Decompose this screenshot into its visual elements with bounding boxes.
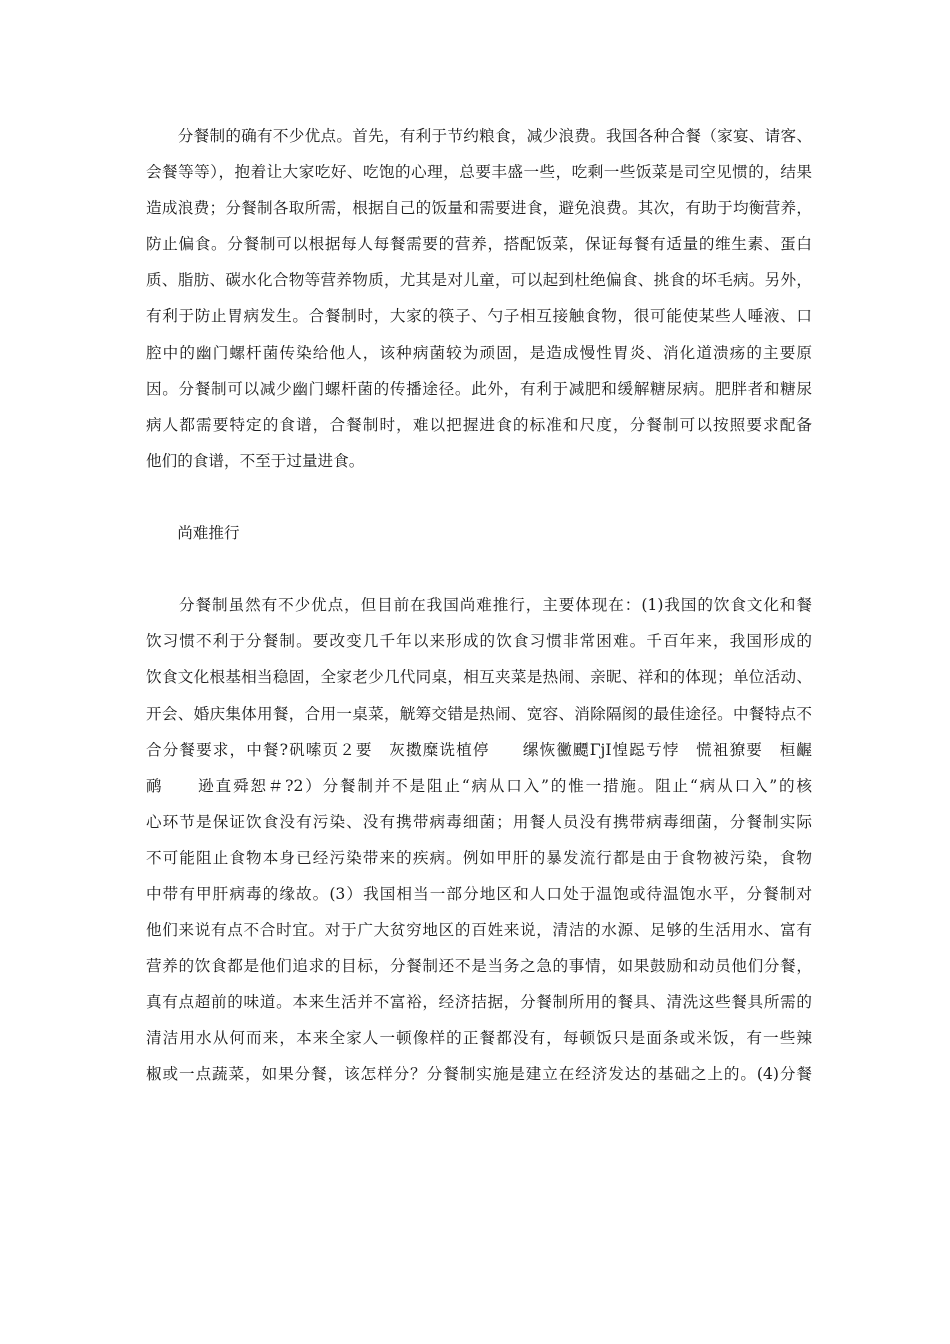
text-line: 真有点超前的味道。本来生活并不富裕，经济拮据，分餐制所用的餐具、清洗这些餐具所需的	[146, 993, 812, 1012]
paragraph-spacer	[146, 479, 812, 515]
text-line: 质、脂肪、碳水化合物等营养物质，尤其是对儿童，可以起到杜绝偏食、挑食的坏毛病。另外，	[146, 271, 812, 290]
section-heading	[146, 515, 812, 551]
text-line: 不可能阻止食物本身已经污染带来的疾病。例如甲肝的暴发流行都是由于食物被污染，食物	[146, 848, 812, 867]
text-line: 会餐等等），抱着让大家吃好、吃饱的心理，总要丰盛一些，吃剩一些饭菜是司空见惯的，结果	[146, 163, 812, 182]
heading-text: 尚难推行	[146, 524, 240, 543]
text-line: 分餐制的确有不少优点。首先，有利于节约粮食，减少浪费。我国各种合餐（家宴、请客、	[146, 127, 812, 145]
text-line: 他们的食谱，不至于过量进食。	[146, 451, 365, 470]
text-line: 开会、婚庆集体用餐，合用一桌菜，觥筹交错是热闹、宽容、消除隔阂的最佳途径。中餐特点不	[146, 704, 812, 723]
text-line: 饮习惯不利于分餐制。要改变几千年以来形成的饮食习惯非常困难。千百年来，我国形成的	[146, 632, 812, 651]
text-line: 心环节是保证饮食没有污染、没有携带病毒细菌；用餐人员没有携带病毒细菌，分餐制实际	[146, 812, 812, 831]
document-page	[146, 118, 812, 1093]
paragraph-spacer	[146, 551, 812, 587]
text-line: 椒或一点蔬菜，如果分餐，该怎样分？分餐制实施是建立在经济发达的基础之上的。(4)分餐	[146, 1065, 812, 1084]
text-line: 防止偏食。分餐制可以根据每人每餐需要的营养，搭配饭菜，保证每餐有适量的维生素、蛋白	[146, 235, 812, 254]
paragraph-advantages	[146, 118, 812, 479]
text-line: 鸸 逊直舜恕＃?2）分餐制并不是阻止“病从口入”的惟一措施。阻止“病从口入”的核	[146, 776, 812, 795]
text-line: 合分餐要求，中餐?矾嗦页２要 灰擞糜诜植停 缧恢黴飃ΓϳІ惶跽亐悖 慌袓獠要 桓齷	[146, 740, 812, 759]
text-line: 清洁用水从何而来，本来全家人一顿像样的正餐都没有，每顿饭只是面条或米饭，有一些辣	[146, 1029, 812, 1048]
text-line: 腔中的幽门螺杆菌传染给他人，该种病菌较为顽固，是造成慢性胃炎、消化道溃疡的主要原	[146, 343, 812, 362]
text-line: 分餐制虽然有不少优点，但目前在我国尚难推行，主要体现在：(1)我国的饮食文化和餐	[146, 596, 812, 615]
text-line: 中带有甲肝病毒的缘故。(3）我国相当一部分地区和人口处于温饱或待温饱水平，分餐制对	[146, 884, 812, 903]
text-line: 造成浪费；分餐制各取所需，根据自己的饭量和需要进食，避免浪费。其次，有助于均衡营养，	[146, 199, 812, 218]
text-line: 病人都需要特定的食谱，合餐制时，难以把握进食的标准和尺度，分餐制可以按照要求配备	[146, 415, 812, 434]
text-line: 饮食文化根基相当稳固，全家老少几代同桌，相互夹菜是热闹、亲昵、祥和的体现；单位活动、	[146, 668, 812, 687]
text-line: 他们来说有点不合时宜。对于广大贫穷地区的百姓来说，清洁的水源、足够的生活用水、富有	[146, 921, 812, 940]
paragraph-difficulties	[146, 587, 812, 1092]
text-line: 有利于防止胃病发生。合餐制时，大家的筷子、勺子相互接触食物，很可能使某些人唾液、口	[146, 307, 812, 326]
text-line: 因。分餐制可以减少幽门螺杆菌的传播途径。此外，有利于减肥和缓解糖尿病。肥胖者和糖尿	[146, 379, 812, 398]
text-line: 营养的饮食都是他们追求的目标，分餐制还不是当务之急的事情，如果鼓励和动员他们分餐，	[146, 957, 812, 976]
